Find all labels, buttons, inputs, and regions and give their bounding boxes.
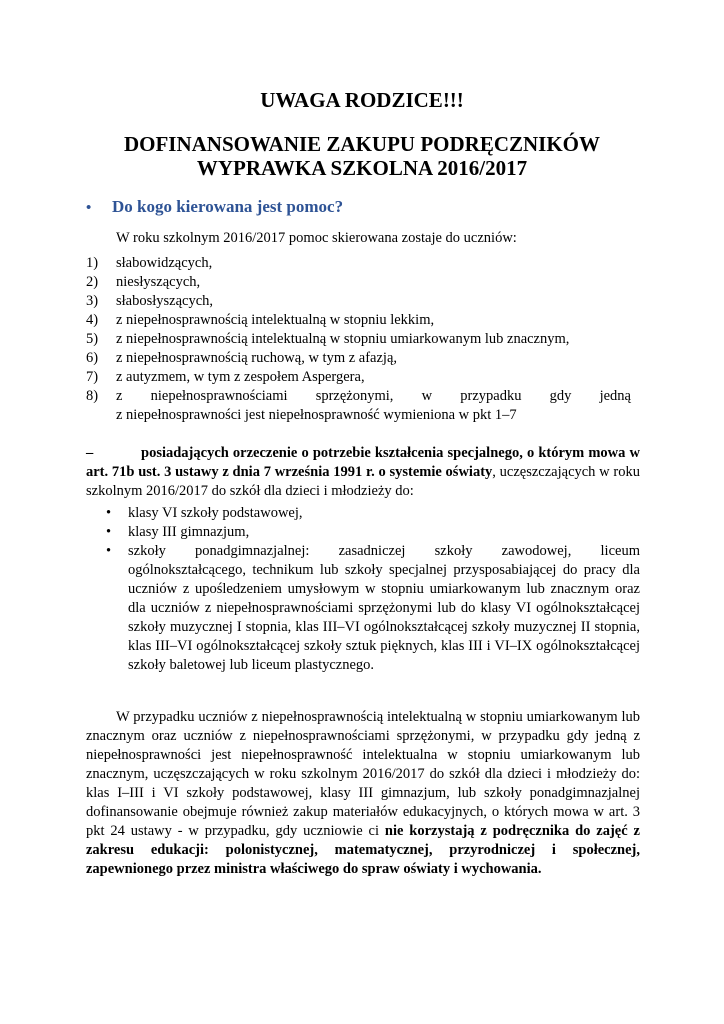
list-item: • szkoły ponadgimnazjalnej: zasadniczej szkoły zawodowej, liceum ogólnokształcącego, technikum lub szkoły specjalnej przysposabiającej do pracy dla uczniów z upośledzeniem umysłowym w stopniu umiarkowanym lub znacznym oraz dla uczniów z niepełnosprawnościami sprzężonymi lub do klasy VI ogólnokształcącej szkoły muzycznej I stopnia, klas III–VI ogólnokształcącej szkoły muzycznej II stopnia, klas III–VI ogólnokształcącej szkoły sztuk pięknych, klas III i VI–IX ogólnokształcącej szkoły baletowej lub liceum plastycznego. xyxy=(106,543,640,673)
list-item: 3) słabosłyszących, xyxy=(86,293,214,309)
list-item: 4) z niepełnosprawnością intelektualną w stopniu lekkim, xyxy=(86,312,435,328)
list-item: 1) słabowidzących, xyxy=(86,255,213,271)
dash-marker: – xyxy=(86,445,94,461)
list-item: 8) z niepełnosprawnościami sprzężonymi, w przypadku gdy jedną xyxy=(86,388,631,404)
list-item: 5) z niepełnosprawnością intelektualną w stopniu umiarkowanym lub znacznym, xyxy=(86,331,570,347)
page-title: UWAGA RODZICE!!! xyxy=(260,88,464,112)
section-heading-text: Do kogo kierowana jest pomoc? xyxy=(112,197,344,216)
list-item: 7) z autyzmem, w tym z zespołem Aspergera, xyxy=(86,369,365,385)
list-item: 6) z niepełnosprawnością ruchową, w tym z afazją, xyxy=(86,350,398,366)
eligibility-bold-text: posiadających orzeczenie o potrzebie kształcenia specjalnego, o którym mowa w art. 71b ust. 3 ustawy z dnia 7 września 1991 r. o systemie oświaty xyxy=(86,445,640,480)
list-item: • klasy VI szkoły podstawowej, xyxy=(106,505,303,521)
bullet-icon: • xyxy=(106,505,112,521)
section-heading xyxy=(86,196,343,219)
subtitle-line-1: DOFINANSOWANIE ZAKUPU PODRĘCZNIKÓW xyxy=(123,132,601,156)
bullet-icon: • xyxy=(86,200,92,216)
eligibility-text: , uczęszczających w roku szkolnym 2016/2017 do szkół dla dzieci i młodzieży do: xyxy=(86,464,640,499)
final-paragraph xyxy=(86,708,640,879)
school-bullet-list xyxy=(106,504,640,675)
list-item: 2) niesłyszących, xyxy=(86,274,201,290)
eligibility-paragraph xyxy=(86,444,640,501)
subtitle-line-2: WYPRAWKA SZKOLNA 2016/2017 xyxy=(196,156,528,180)
list-item-continuation: z niepełnosprawności jest niepełnosprawność wymieniona w pkt 1–7 xyxy=(116,407,517,423)
numbered-list xyxy=(86,254,646,406)
intro-text: W roku szkolnym 2016/2017 pomoc skierowana zostaje do uczniów: xyxy=(116,230,517,246)
bullet-icon: • xyxy=(106,524,112,540)
bullet-icon: • xyxy=(106,543,112,559)
final-bold-text: nie korzystają z podręcznika do zajęć z zakresu edukacji: polonistycznej, matematycznej, przyrodniczej i społecznej, zapewnionego przez ministra właściwego do spraw oświaty i wychowania. xyxy=(86,823,640,877)
list-item: • klasy III gimnazjum, xyxy=(106,524,250,540)
final-text: W przypadku uczniów z niepełnosprawnością intelektualną w stopniu umiarkowanym lub znacznym oraz uczniów z niepełnosprawnościami sprzężonymi, w przypadku gdy jedną z niepełnosprawności jest niepełnosprawność intelektualna w stopniu umiarkowanym lub znacznym, uczęszczających w roku szkolnym 2016/2017 do szkół dla dzieci i młodzieży do: klas I–III i VI szkoły podstawowej, klasy III gimnazjum, lub szkoły ponadgimnazjalnej dofinansowanie obejmuje również zakup materiałów edukacyjnych, o których mowa w art. 3 pkt 24 ustawy - w przypadku, gdy uczniowie ci xyxy=(86,709,640,839)
